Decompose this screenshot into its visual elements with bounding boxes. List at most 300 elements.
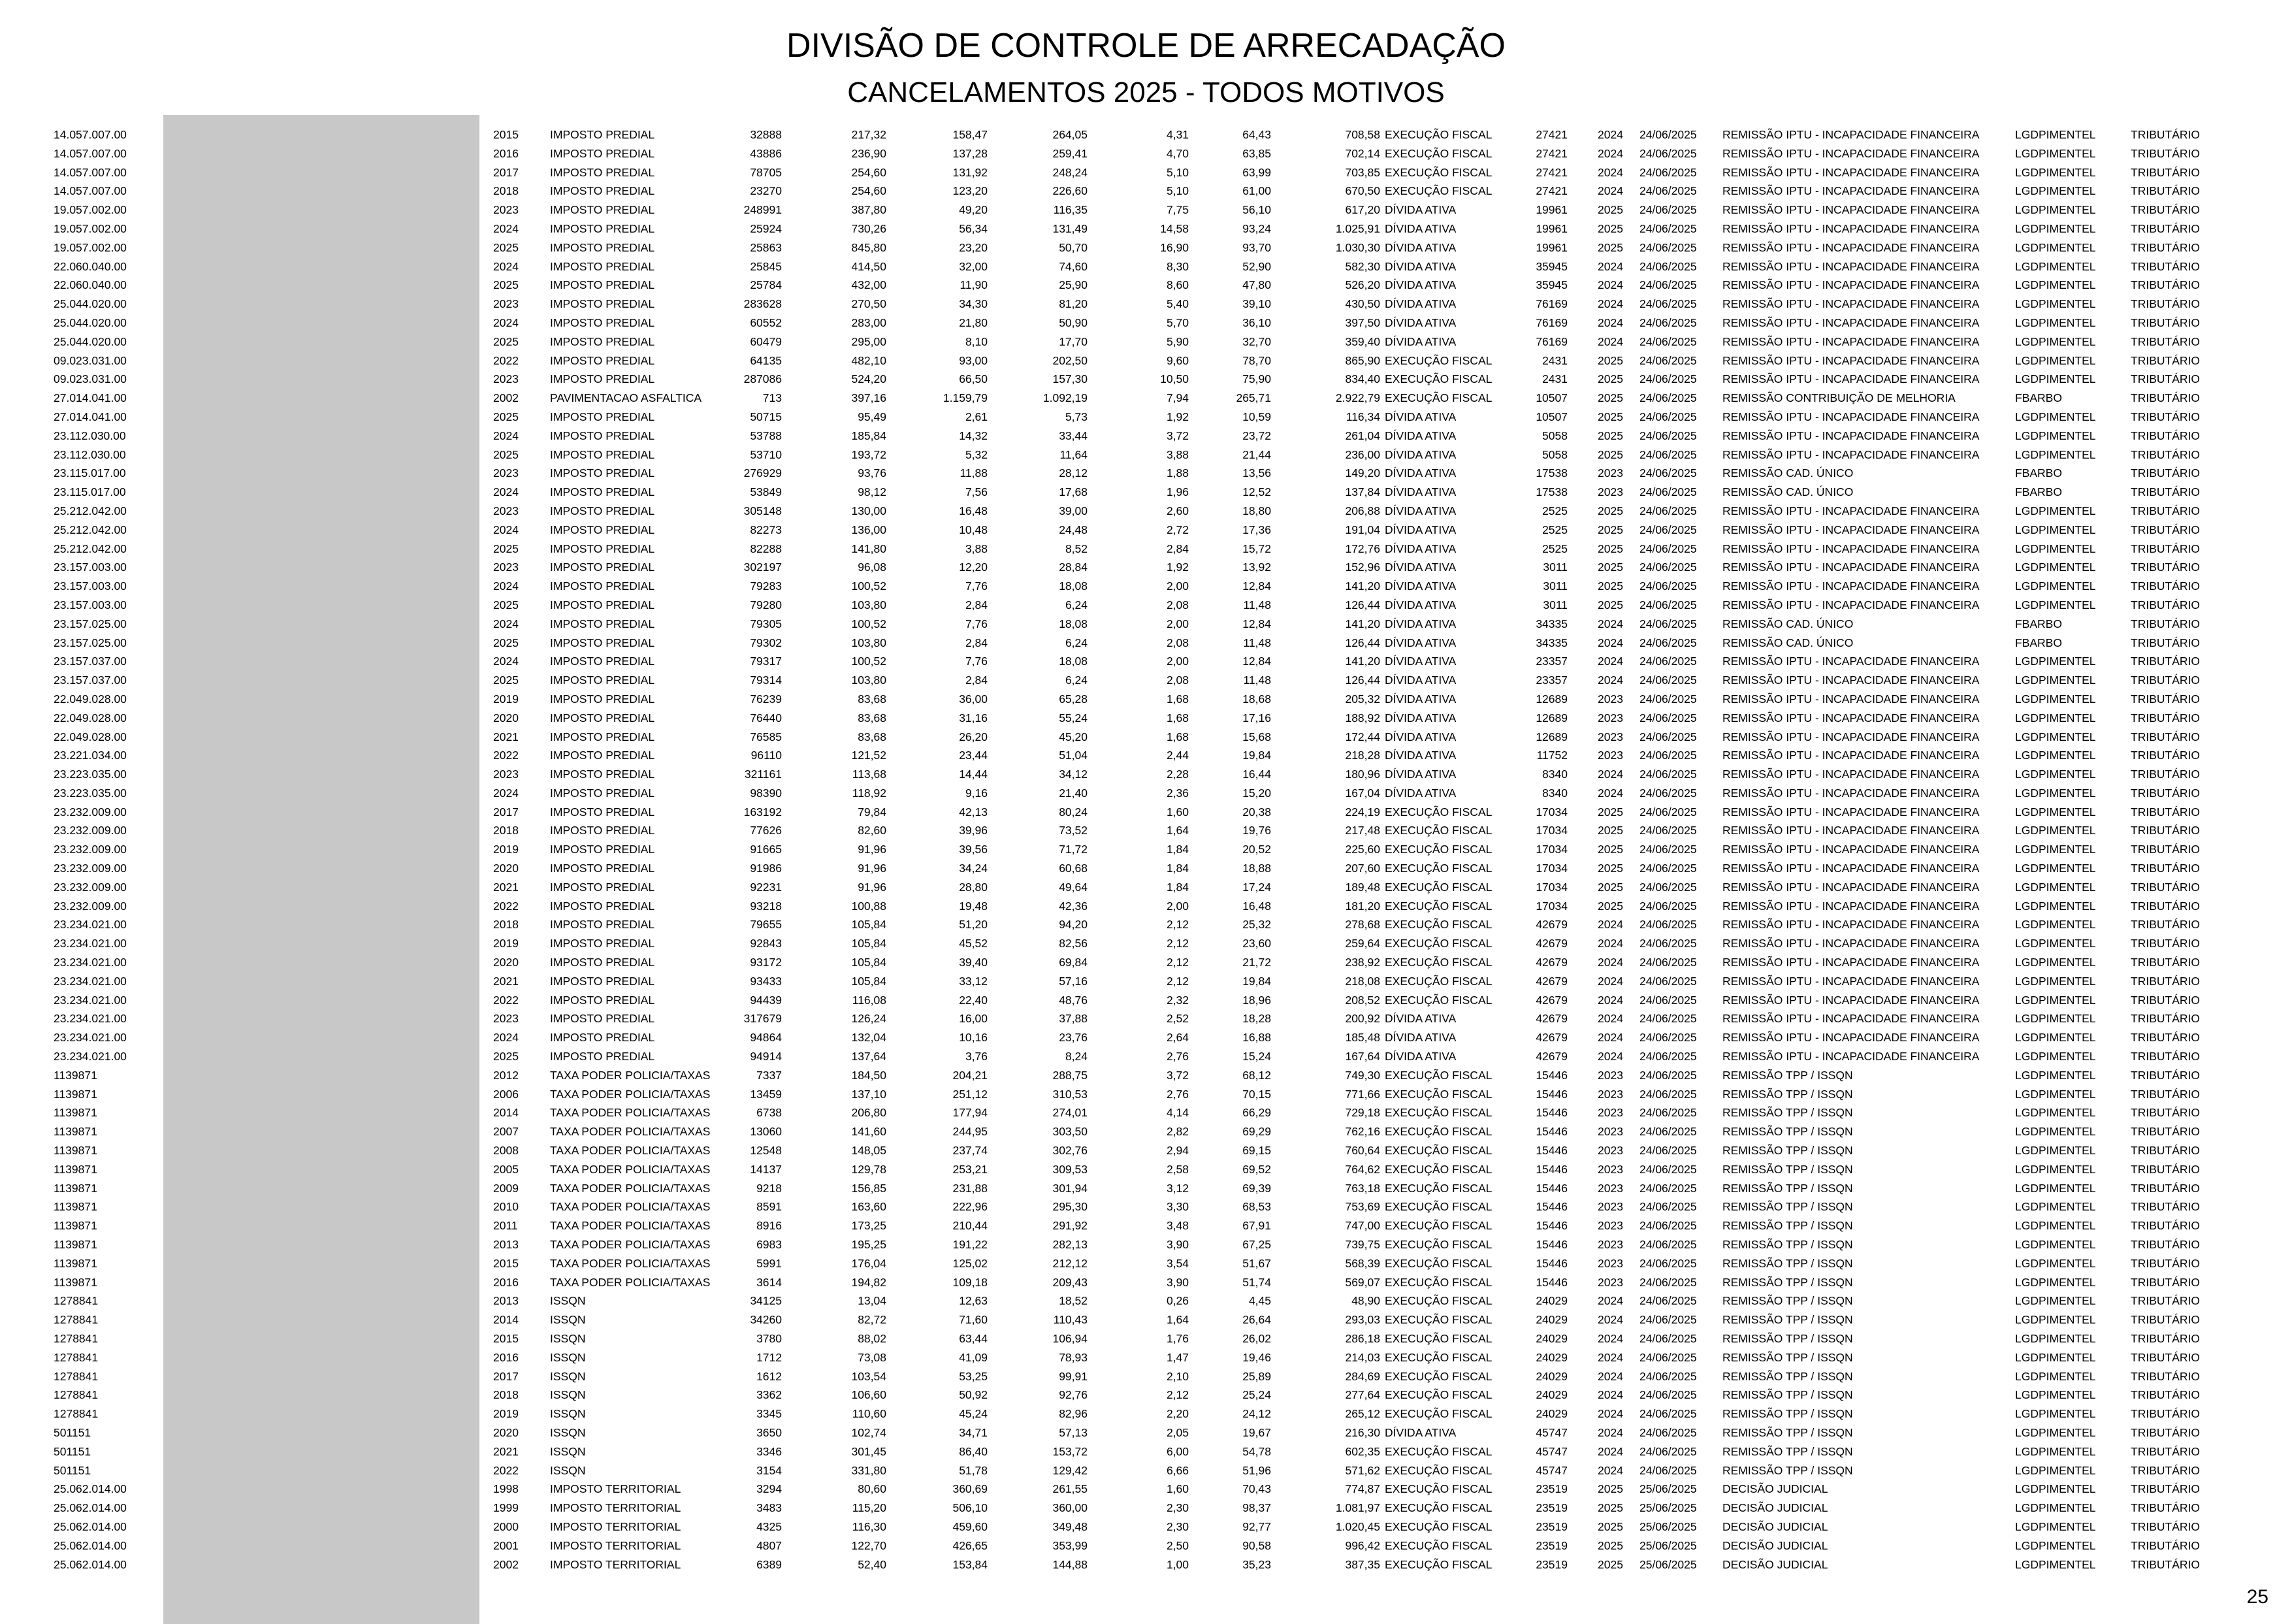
cell-situacao: EXECUÇÃO FISCAL xyxy=(1385,805,1493,819)
cell-data: 24/06/2025 xyxy=(1639,1425,1697,1439)
cell-setor: TRIBUTÁRIO xyxy=(2131,316,2200,329)
cell-data: 24/06/2025 xyxy=(1639,1181,1697,1195)
cell-valor-4: 2,12 xyxy=(1166,918,1189,932)
cell-valor-1: 184,50 xyxy=(851,1068,886,1082)
cell-valor-5: 17,16 xyxy=(1242,711,1271,724)
cell-situacao: EXECUÇÃO FISCAL xyxy=(1385,843,1493,856)
cell-usuario: LGDPIMENTEL xyxy=(2015,1012,2096,1026)
cell-motivo: REMISSÃO TPP / ISSQN xyxy=(1722,1313,1853,1327)
cell-valor-2: 426,65 xyxy=(952,1538,988,1552)
cell-usuario: LGDPIMENTEL xyxy=(2015,184,2096,198)
cell-valor-4: 4,14 xyxy=(1166,1106,1189,1120)
cell-exercicio: 2016 xyxy=(493,1275,519,1289)
cell-valor-1: 130,00 xyxy=(851,504,886,517)
cell-tributo: TAXA PODER POLICIA/TAXAS xyxy=(550,1106,711,1120)
cell-tributo: IMPOSTO PREDIAL xyxy=(550,429,655,442)
cell-processo: 5058 xyxy=(1542,429,1568,442)
cell-valor-2: 153,84 xyxy=(952,1557,988,1571)
cell-situacao: EXECUÇÃO FISCAL xyxy=(1385,1294,1493,1308)
cell-valor-5: 17,24 xyxy=(1242,880,1271,894)
cell-inscricao: 23.234.021.00 xyxy=(54,1031,127,1045)
cell-lancamento: 79305 xyxy=(750,617,782,630)
cell-tributo: TAXA PODER POLICIA/TAXAS xyxy=(550,1200,711,1214)
cell-situacao: DÍVIDA ATIVA xyxy=(1385,297,1457,311)
cell-inscricao: 25.062.014.00 xyxy=(54,1501,127,1515)
cell-setor: TRIBUTÁRIO xyxy=(2131,1463,2200,1477)
cell-inscricao: 23.232.009.00 xyxy=(54,899,127,913)
table-row xyxy=(0,915,2292,934)
cell-processo: 42679 xyxy=(1536,956,1568,969)
cell-valor-3: 25,90 xyxy=(1059,278,1088,292)
cell-valor-3: 65,28 xyxy=(1059,692,1088,706)
cell-motivo: REMISSÃO IPTU - INCAPACIDADE FINANCEIRA xyxy=(1722,560,1980,574)
table-row xyxy=(0,1028,2292,1047)
cell-situacao: DÍVIDA ATIVA xyxy=(1385,749,1457,762)
cell-motivo: DECISÃO JUDICIAL xyxy=(1722,1538,1828,1552)
table-row xyxy=(0,1518,2292,1536)
cell-valor-3: 42,36 xyxy=(1059,899,1088,913)
cell-valor-1: 98,12 xyxy=(858,485,886,499)
cell-valor-1: 116,30 xyxy=(852,1519,886,1533)
cell-ano: 2025 xyxy=(1598,447,1623,461)
cell-valor-5: 15,20 xyxy=(1242,786,1271,800)
cell-lancamento: 64135 xyxy=(750,353,782,367)
cell-ano: 2024 xyxy=(1598,259,1623,273)
cell-valor-1: 845,80 xyxy=(851,240,886,254)
cell-valor-1: 91,96 xyxy=(858,843,886,856)
cell-inscricao: 23.157.003.00 xyxy=(54,598,127,611)
cell-data: 25/06/2025 xyxy=(1639,1519,1697,1533)
cell-usuario: LGDPIMENTEL xyxy=(2015,560,2096,574)
cell-setor: TRIBUTÁRIO xyxy=(2131,956,2200,969)
cell-motivo: REMISSÃO IPTU - INCAPACIDADE FINANCEIRA xyxy=(1722,974,1980,988)
cell-valor-3: 92,76 xyxy=(1059,1388,1088,1402)
cell-valor-1: 83,68 xyxy=(858,730,886,743)
table-row xyxy=(0,765,2292,784)
cell-total: 996,42 xyxy=(1345,1538,1380,1552)
cell-valor-4: 2,08 xyxy=(1166,636,1189,649)
cell-total: 1.020,45 xyxy=(1335,1519,1380,1533)
cell-data: 24/06/2025 xyxy=(1639,542,1697,555)
cell-valor-5: 265,71 xyxy=(1236,391,1271,405)
cell-motivo: REMISSÃO IPTU - INCAPACIDADE FINANCEIRA xyxy=(1722,128,1980,141)
cell-valor-5: 70,43 xyxy=(1242,1482,1271,1496)
cell-motivo: REMISSÃO TPP / ISSQN xyxy=(1722,1388,1853,1402)
cell-valor-5: 90,58 xyxy=(1242,1538,1271,1552)
cell-setor: TRIBUTÁRIO xyxy=(2131,1557,2200,1571)
cell-ano: 2024 xyxy=(1598,1313,1623,1327)
cell-processo: 17034 xyxy=(1536,843,1568,856)
cell-valor-3: 116,35 xyxy=(1053,203,1088,217)
cell-setor: TRIBUTÁRIO xyxy=(2131,1012,2200,1026)
cell-motivo: REMISSÃO IPTU - INCAPACIDADE FINANCEIRA xyxy=(1722,805,1980,819)
table-row xyxy=(0,821,2292,840)
cell-situacao: DÍVIDA ATIVA xyxy=(1385,579,1457,593)
cell-valor-2: 12,63 xyxy=(959,1294,988,1308)
cell-valor-2: 7,76 xyxy=(965,617,988,630)
cell-inscricao: 501151 xyxy=(54,1444,91,1458)
cell-setor: TRIBUTÁRIO xyxy=(2131,1162,2200,1176)
cell-exercicio: 2022 xyxy=(493,1463,519,1477)
cell-valor-4: 1,68 xyxy=(1166,730,1189,743)
cell-motivo: REMISSÃO IPTU - INCAPACIDADE FINANCEIRA xyxy=(1722,372,1980,386)
cell-ano: 2023 xyxy=(1598,1068,1623,1082)
cell-total: 865,90 xyxy=(1345,353,1380,367)
cell-lancamento: 276929 xyxy=(743,466,782,480)
cell-inscricao: 25.044.020.00 xyxy=(54,297,127,311)
cell-total: 206,88 xyxy=(1345,504,1380,517)
cell-valor-3: 71,72 xyxy=(1059,843,1088,856)
table-row xyxy=(0,1047,2292,1066)
cell-valor-3: 209,43 xyxy=(1052,1275,1088,1289)
cell-total: 753,69 xyxy=(1345,1200,1380,1214)
cell-data: 24/06/2025 xyxy=(1639,824,1697,837)
cell-valor-4: 1,47 xyxy=(1166,1350,1189,1364)
cell-valor-4: 1,96 xyxy=(1166,485,1189,499)
cell-motivo: REMISSÃO TPP / ISSQN xyxy=(1722,1200,1853,1214)
cell-data: 24/06/2025 xyxy=(1639,221,1697,235)
table-row xyxy=(0,1310,2292,1329)
cell-exercicio: 2016 xyxy=(493,1350,519,1364)
cell-valor-4: 2,28 xyxy=(1166,768,1189,781)
cell-situacao: DÍVIDA ATIVA xyxy=(1385,485,1457,499)
cell-total: 670,50 xyxy=(1345,184,1380,198)
cell-valor-3: 18,52 xyxy=(1059,1294,1088,1308)
cell-total: 189,48 xyxy=(1345,880,1380,894)
cell-data: 24/06/2025 xyxy=(1639,1200,1697,1214)
cell-valor-5: 21,44 xyxy=(1242,447,1271,461)
cell-valor-1: 100,88 xyxy=(851,899,886,913)
cell-setor: TRIBUTÁRIO xyxy=(2131,1369,2200,1383)
cell-lancamento: 3346 xyxy=(756,1444,782,1458)
cell-motivo: REMISSÃO IPTU - INCAPACIDADE FINANCEIRA xyxy=(1722,655,1980,668)
cell-setor: TRIBUTÁRIO xyxy=(2131,259,2200,273)
cell-tributo: IMPOSTO PREDIAL xyxy=(550,523,655,536)
cell-usuario: LGDPIMENTEL xyxy=(2015,1294,2096,1308)
cell-usuario: LGDPIMENTEL xyxy=(2015,730,2096,743)
cell-setor: TRIBUTÁRIO xyxy=(2131,692,2200,706)
cell-exercicio: 2018 xyxy=(493,824,519,837)
cell-usuario: LGDPIMENTEL xyxy=(2015,1482,2096,1496)
cell-exercicio: 2025 xyxy=(493,410,519,423)
cell-exercicio: 2017 xyxy=(493,805,519,819)
cell-valor-4: 5,70 xyxy=(1166,316,1189,329)
cell-valor-1: 100,52 xyxy=(851,617,886,630)
cell-lancamento: 78705 xyxy=(750,165,782,179)
cell-valor-4: 1,60 xyxy=(1166,1482,1189,1496)
cell-exercicio: 2015 xyxy=(493,1332,519,1345)
cell-valor-1: 136,00 xyxy=(851,523,886,536)
cell-processo: 17538 xyxy=(1536,485,1568,499)
cell-valor-3: 144,88 xyxy=(1052,1557,1088,1571)
cell-ano: 2025 xyxy=(1598,353,1623,367)
cell-inscricao: 501151 xyxy=(54,1463,91,1477)
table-row xyxy=(0,577,2292,596)
cell-valor-4: 2,10 xyxy=(1166,1369,1189,1383)
cell-tributo: IMPOSTO PREDIAL xyxy=(550,824,655,837)
cell-processo: 24029 xyxy=(1536,1369,1568,1383)
cell-valor-4: 1,84 xyxy=(1166,843,1189,856)
cell-usuario: LGDPIMENTEL xyxy=(2015,880,2096,894)
cell-valor-5: 51,74 xyxy=(1242,1275,1271,1289)
cell-data: 24/06/2025 xyxy=(1639,805,1697,819)
cell-valor-5: 12,84 xyxy=(1242,579,1271,593)
cell-valor-4: 2,08 xyxy=(1166,674,1189,687)
cell-valor-2: 14,44 xyxy=(959,768,988,781)
cell-motivo: DECISÃO JUDICIAL xyxy=(1722,1557,1828,1571)
cell-valor-2: 7,76 xyxy=(965,655,988,668)
cell-valor-5: 20,38 xyxy=(1242,805,1271,819)
cell-motivo: REMISSÃO IPTU - INCAPACIDADE FINANCEIRA xyxy=(1722,937,1980,950)
cell-setor: TRIBUTÁRIO xyxy=(2131,1407,2200,1421)
cell-inscricao: 25.062.014.00 xyxy=(54,1557,127,1571)
cell-total: 284,69 xyxy=(1345,1369,1380,1383)
cell-inscricao: 14.057.007.00 xyxy=(54,165,127,179)
cell-inscricao: 27.014.041.00 xyxy=(54,410,127,423)
cell-processo: 8340 xyxy=(1542,768,1568,781)
cell-total: 188,92 xyxy=(1345,711,1380,724)
table-row xyxy=(0,446,2292,464)
cell-total: 214,03 xyxy=(1345,1350,1380,1364)
cell-inscricao: 23.234.021.00 xyxy=(54,1050,127,1064)
cell-usuario: LGDPIMENTEL xyxy=(2015,674,2096,687)
cell-setor: TRIBUTÁRIO xyxy=(2131,221,2200,235)
cell-data: 24/06/2025 xyxy=(1639,128,1697,141)
cell-valor-4: 8,60 xyxy=(1166,278,1189,292)
cell-valor-4: 5,40 xyxy=(1166,297,1189,311)
cell-valor-2: 9,16 xyxy=(965,786,988,800)
cell-setor: TRIBUTÁRIO xyxy=(2131,240,2200,254)
cell-lancamento: 43886 xyxy=(750,146,782,160)
cell-valor-5: 13,56 xyxy=(1242,466,1271,480)
cell-setor: TRIBUTÁRIO xyxy=(2131,447,2200,461)
cell-tributo: ISSQN xyxy=(550,1425,586,1439)
cell-total: 729,18 xyxy=(1345,1106,1380,1120)
cell-valor-4: 2,76 xyxy=(1166,1050,1189,1064)
cell-valor-4: 2,12 xyxy=(1166,1388,1189,1402)
cell-valor-3: 69,84 xyxy=(1059,956,1088,969)
cell-situacao: EXECUÇÃO FISCAL xyxy=(1385,880,1493,894)
cell-valor-5: 51,96 xyxy=(1242,1463,1271,1477)
cell-inscricao: 23.232.009.00 xyxy=(54,862,127,875)
cell-data: 25/06/2025 xyxy=(1639,1538,1697,1552)
cell-data: 24/06/2025 xyxy=(1639,372,1697,386)
cell-lancamento: 60552 xyxy=(750,316,782,329)
cell-valor-1: 524,20 xyxy=(851,372,886,386)
cell-situacao: EXECUÇÃO FISCAL xyxy=(1385,899,1493,913)
cell-valor-1: 100,52 xyxy=(851,579,886,593)
cell-setor: TRIBUTÁRIO xyxy=(2131,993,2200,1007)
cell-ano: 2025 xyxy=(1598,203,1623,217)
cell-inscricao: 1139871 xyxy=(54,1068,97,1082)
cell-motivo: REMISSÃO CAD. ÚNICO xyxy=(1722,617,1854,630)
cell-processo: 10507 xyxy=(1536,391,1568,405)
cell-inscricao: 09.023.031.00 xyxy=(54,353,127,367)
cell-exercicio: 2023 xyxy=(493,297,519,311)
cell-usuario: LGDPIMENTEL xyxy=(2015,805,2096,819)
cell-situacao: DÍVIDA ATIVA xyxy=(1385,466,1457,480)
cell-situacao: EXECUÇÃO FISCAL xyxy=(1385,1200,1493,1214)
cell-lancamento: 4325 xyxy=(756,1519,782,1533)
cell-tributo: IMPOSTO PREDIAL xyxy=(550,504,655,517)
cell-total: 764,62 xyxy=(1345,1162,1380,1176)
cell-tributo: TAXA PODER POLICIA/TAXAS xyxy=(550,1256,711,1270)
cell-valor-2: 177,94 xyxy=(952,1106,988,1120)
cell-tributo: TAXA PODER POLICIA/TAXAS xyxy=(550,1087,711,1101)
page-number: 25 xyxy=(2246,1586,2268,1608)
cell-data: 24/06/2025 xyxy=(1639,560,1697,574)
cell-data: 24/06/2025 xyxy=(1639,1369,1697,1383)
cell-usuario: LGDPIMENTEL xyxy=(2015,1050,2096,1064)
cell-situacao: DÍVIDA ATIVA xyxy=(1385,1425,1457,1439)
cell-data: 24/06/2025 xyxy=(1639,1388,1697,1402)
cell-motivo: REMISSÃO TPP / ISSQN xyxy=(1722,1162,1853,1176)
cell-processo: 19961 xyxy=(1536,240,1568,254)
table-row xyxy=(0,953,2292,972)
cell-valor-4: 3,88 xyxy=(1166,447,1189,461)
cell-ano: 2024 xyxy=(1598,1444,1623,1458)
cell-valor-3: 282,13 xyxy=(1052,1238,1088,1252)
table-row xyxy=(0,483,2292,502)
cell-motivo: REMISSÃO IPTU - INCAPACIDADE FINANCEIRA xyxy=(1722,843,1980,856)
cell-data: 24/06/2025 xyxy=(1639,1031,1697,1045)
cell-usuario: LGDPIMENTEL xyxy=(2015,128,2096,141)
cell-data: 24/06/2025 xyxy=(1639,1407,1697,1421)
cell-motivo: REMISSÃO TPP / ISSQN xyxy=(1722,1350,1853,1364)
cell-setor: TRIBUTÁRIO xyxy=(2131,1256,2200,1270)
cell-total: 265,12 xyxy=(1345,1407,1380,1421)
cell-ano: 2024 xyxy=(1598,636,1623,649)
cell-situacao: DÍVIDA ATIVA xyxy=(1385,504,1457,517)
cell-tributo: IMPOSTO PREDIAL xyxy=(550,937,655,950)
cell-valor-5: 32,70 xyxy=(1242,334,1271,348)
cell-inscricao: 23.232.009.00 xyxy=(54,805,127,819)
cell-motivo: REMISSÃO TPP / ISSQN xyxy=(1722,1425,1853,1439)
cell-processo: 5058 xyxy=(1542,447,1568,461)
cell-setor: TRIBUTÁRIO xyxy=(2131,1200,2200,1214)
cell-usuario: LGDPIMENTEL xyxy=(2015,1238,2096,1252)
cell-valor-2: 50,92 xyxy=(959,1388,988,1402)
cell-exercicio: 2022 xyxy=(493,749,519,762)
cell-valor-1: 96,08 xyxy=(858,560,886,574)
cell-processo: 35945 xyxy=(1536,278,1568,292)
cell-situacao: DÍVIDA ATIVA xyxy=(1385,674,1457,687)
cell-setor: TRIBUTÁRIO xyxy=(2131,372,2200,386)
cell-inscricao: 09.023.031.00 xyxy=(54,372,127,386)
cell-valor-4: 2,00 xyxy=(1166,579,1189,593)
cell-setor: TRIBUTÁRIO xyxy=(2131,1482,2200,1496)
cell-inscricao: 19.057.002.00 xyxy=(54,221,127,235)
cell-lancamento: 98390 xyxy=(750,786,782,800)
cell-situacao: EXECUÇÃO FISCAL xyxy=(1385,1068,1493,1082)
cell-valor-1: 103,54 xyxy=(851,1369,886,1383)
cell-setor: TRIBUTÁRIO xyxy=(2131,128,2200,141)
cell-valor-2: 244,95 xyxy=(952,1125,988,1139)
cell-valor-4: 4,31 xyxy=(1166,128,1189,141)
cell-lancamento: 6983 xyxy=(756,1238,782,1252)
cell-setor: TRIBUTÁRIO xyxy=(2131,655,2200,668)
cell-lancamento: 713 xyxy=(762,391,782,405)
cell-valor-1: 91,96 xyxy=(858,862,886,875)
cell-inscricao: 19.057.002.00 xyxy=(54,240,127,254)
cell-usuario: LGDPIMENTEL xyxy=(2015,1087,2096,1101)
table-row xyxy=(0,840,2292,859)
cell-total: 238,92 xyxy=(1345,956,1380,969)
cell-ano: 2023 xyxy=(1598,711,1623,724)
cell-valor-3: 81,20 xyxy=(1059,297,1088,311)
cell-inscricao: 1139871 xyxy=(54,1106,97,1120)
cell-motivo: REMISSÃO IPTU - INCAPACIDADE FINANCEIRA xyxy=(1722,786,1980,800)
table-row xyxy=(0,182,2292,201)
cell-setor: TRIBUTÁRIO xyxy=(2131,598,2200,611)
cell-data: 24/06/2025 xyxy=(1639,259,1697,273)
cell-data: 24/06/2025 xyxy=(1639,880,1697,894)
cell-exercicio: 1999 xyxy=(493,1501,519,1515)
cell-tributo: IMPOSTO PREDIAL xyxy=(550,993,655,1007)
cell-data: 24/06/2025 xyxy=(1639,579,1697,593)
cell-exercicio: 2025 xyxy=(493,240,519,254)
cell-valor-4: 3,30 xyxy=(1166,1200,1189,1214)
cell-data: 24/06/2025 xyxy=(1639,843,1697,856)
cell-processo: 24029 xyxy=(1536,1407,1568,1421)
cell-valor-1: 387,80 xyxy=(851,203,886,217)
cell-tributo: TAXA PODER POLICIA/TAXAS xyxy=(550,1181,711,1195)
cell-valor-3: 8,24 xyxy=(1065,1050,1088,1064)
cell-data: 24/06/2025 xyxy=(1639,1144,1697,1158)
cell-exercicio: 2022 xyxy=(493,353,519,367)
table-row xyxy=(0,540,2292,559)
cell-total: 702,14 xyxy=(1345,146,1380,160)
cell-ano: 2024 xyxy=(1598,297,1623,311)
cell-lancamento: 9218 xyxy=(756,1181,782,1195)
cell-valor-2: 39,56 xyxy=(959,843,988,856)
cell-situacao: EXECUÇÃO FISCAL xyxy=(1385,146,1493,160)
cell-tributo: IMPOSTO PREDIAL xyxy=(550,316,655,329)
cell-valor-5: 18,28 xyxy=(1242,1012,1271,1026)
cell-valor-2: 21,80 xyxy=(959,316,988,329)
cell-total: 141,20 xyxy=(1345,655,1380,668)
cell-valor-2: 53,25 xyxy=(959,1369,988,1383)
cell-valor-2: 360,69 xyxy=(952,1482,988,1496)
cell-situacao: EXECUÇÃO FISCAL xyxy=(1385,372,1493,386)
cell-exercicio: 2018 xyxy=(493,184,519,198)
cell-setor: TRIBUTÁRIO xyxy=(2131,297,2200,311)
table-row xyxy=(0,1085,2292,1104)
cell-exercicio: 1998 xyxy=(493,1482,519,1496)
cell-processo: 8340 xyxy=(1542,786,1568,800)
cell-processo: 76169 xyxy=(1536,316,1568,329)
cell-data: 24/06/2025 xyxy=(1639,1238,1697,1252)
cell-motivo: REMISSÃO IPTU - INCAPACIDADE FINANCEIRA xyxy=(1722,259,1980,273)
table-row xyxy=(0,1216,2292,1235)
cell-usuario: FBARBO xyxy=(2015,636,2062,649)
cell-valor-1: 80,60 xyxy=(858,1482,886,1496)
cell-valor-5: 26,64 xyxy=(1242,1313,1271,1327)
cell-valor-2: 11,88 xyxy=(960,466,988,480)
cell-lancamento: 287086 xyxy=(743,372,782,386)
cell-data: 24/06/2025 xyxy=(1639,1125,1697,1139)
cell-situacao: EXECUÇÃO FISCAL xyxy=(1385,1125,1493,1139)
cell-setor: TRIBUTÁRIO xyxy=(2131,1275,2200,1289)
cell-setor: TRIBUTÁRIO xyxy=(2131,466,2200,480)
cell-valor-3: 21,40 xyxy=(1059,786,1088,800)
cell-data: 24/06/2025 xyxy=(1639,203,1697,217)
cell-data: 24/06/2025 xyxy=(1639,1294,1697,1308)
cell-ano: 2024 xyxy=(1598,768,1623,781)
cell-situacao: EXECUÇÃO FISCAL xyxy=(1385,1444,1493,1458)
table-row xyxy=(0,1480,2292,1499)
cell-valor-1: 106,60 xyxy=(851,1388,886,1402)
